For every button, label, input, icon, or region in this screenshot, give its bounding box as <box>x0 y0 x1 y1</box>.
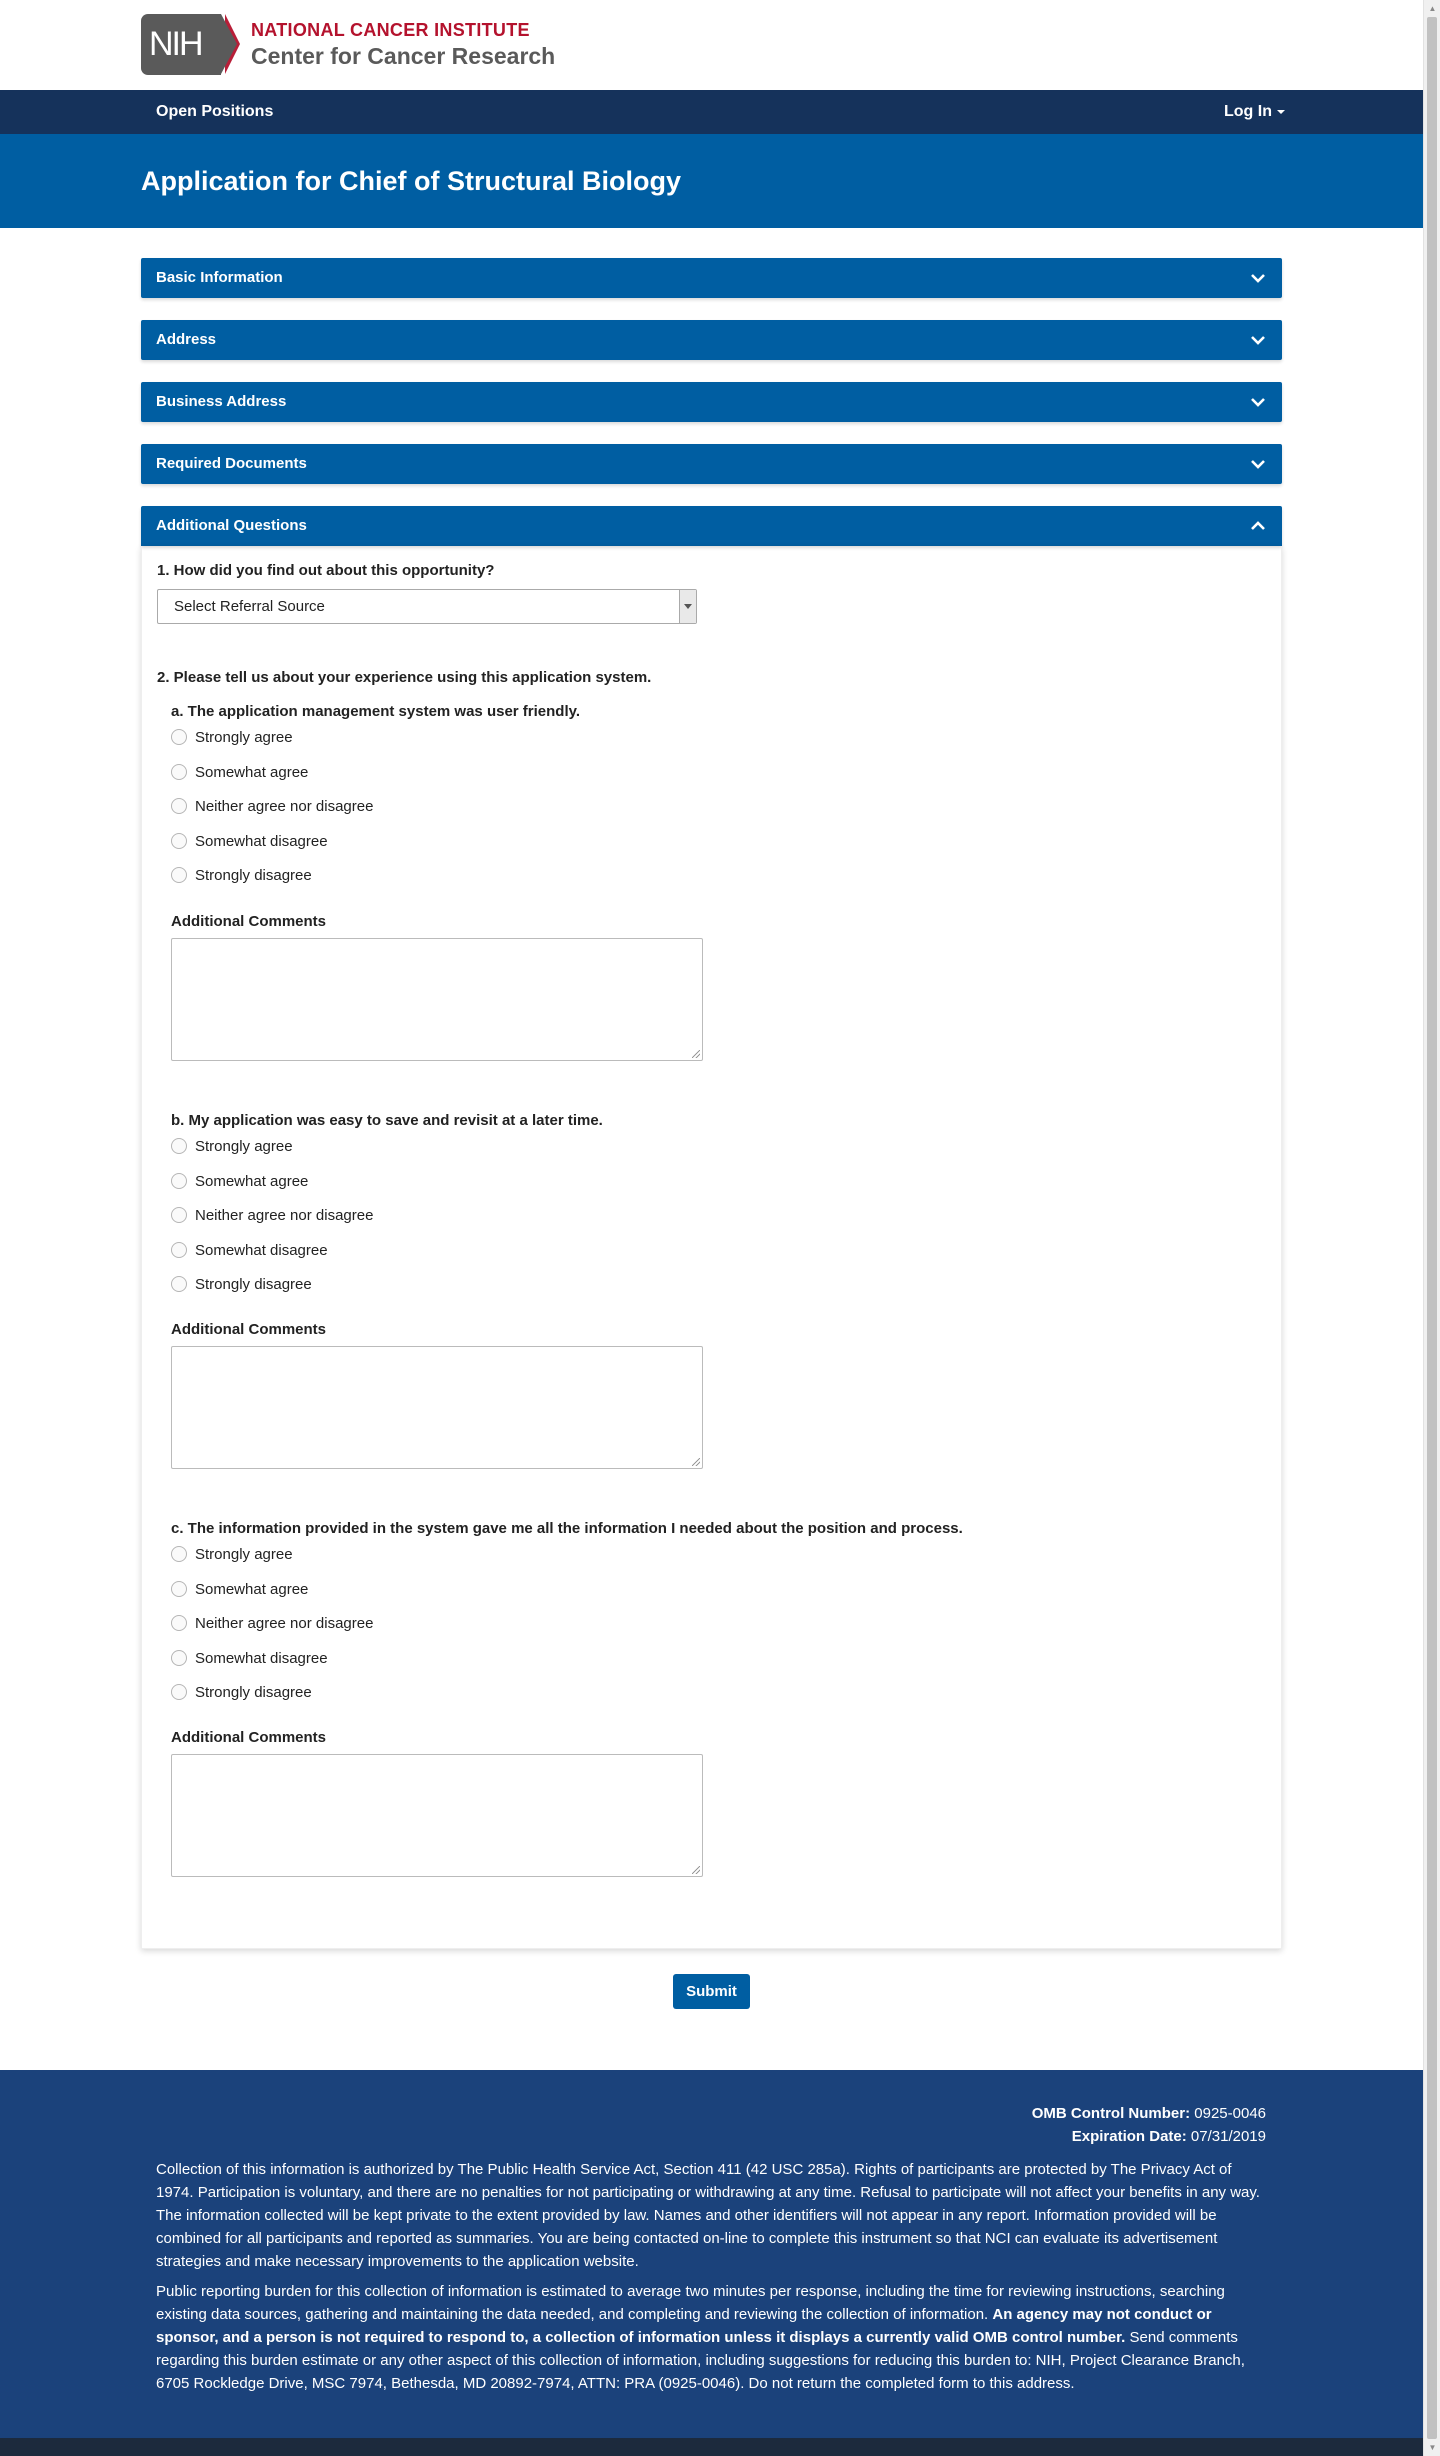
radio-button[interactable] <box>171 1173 187 1189</box>
site-footer <box>0 2070 1423 2438</box>
question-2c-label: c. The information provided in the system gave me all the information I needed about the position and process. <box>171 1520 963 1537</box>
section-label: Additional Questions <box>156 517 307 534</box>
comments-2c-textarea[interactable] <box>171 1754 703 1877</box>
nih-badge <box>141 14 239 75</box>
section-additional-questions[interactable] <box>141 506 1282 546</box>
nav-login-dropdown[interactable] <box>1224 90 1285 134</box>
caret-down-icon <box>1277 110 1285 114</box>
question-2a-label: a. The application management system was user friendly. <box>171 703 581 720</box>
radio-2a-neither[interactable]: Neither agree nor disagree <box>171 795 373 817</box>
radio-2c-strongly-disagree[interactable]: Strongly disagree <box>171 1681 312 1703</box>
radio-button[interactable] <box>171 1615 187 1631</box>
radio-2c-somewhat-disagree[interactable]: Somewhat disagree <box>171 1647 328 1669</box>
section-label: Basic Information <box>156 269 283 286</box>
section-address[interactable] <box>141 320 1282 360</box>
page-title: Application for Chief of Structural Biology <box>141 166 681 196</box>
omb-info <box>1032 2102 1266 2148</box>
radio-2a-strongly-agree[interactable]: Strongly agree <box>171 726 293 748</box>
radio-2b-somewhat-agree[interactable]: Somewhat agree <box>171 1170 308 1192</box>
section-label: Address <box>156 331 217 348</box>
comments-2b-textarea[interactable] <box>171 1346 703 1469</box>
radio-2c-somewhat-agree[interactable]: Somewhat agree <box>171 1578 308 1600</box>
radio-2b-strongly-agree[interactable]: Strongly agree <box>171 1135 293 1157</box>
section-business-address[interactable] <box>141 382 1282 422</box>
comments-2a-label: Additional Comments <box>171 913 327 930</box>
submit-button[interactable]: Submit <box>673 1974 750 2009</box>
radio-button[interactable] <box>171 833 187 849</box>
comments-2c-label: Additional Comments <box>171 1729 327 1746</box>
radio-button[interactable] <box>171 1276 187 1292</box>
logo-institute: NATIONAL CANCER INSTITUTE <box>251 19 530 40</box>
nih-badge-text: NIH <box>141 14 221 75</box>
referral-source-value: Select Referral Source <box>174 598 325 615</box>
radio-button[interactable] <box>171 798 187 814</box>
radio-2a-somewhat-agree[interactable]: Somewhat agree <box>171 761 308 783</box>
resize-grip-icon[interactable] <box>692 1050 700 1058</box>
radio-button[interactable] <box>171 1650 187 1666</box>
nav-open-positions[interactable]: Open Positions <box>156 103 274 120</box>
expiration-value: 07/31/2019 <box>1190 2128 1266 2145</box>
omb-number-label: OMB Control Number: <box>1031 2105 1191 2122</box>
radio-2c-neither[interactable]: Neither agree nor disagree <box>171 1612 373 1634</box>
radio-2a-somewhat-disagree[interactable]: Somewhat disagree <box>171 830 328 852</box>
chevron-down-icon <box>1250 270 1266 286</box>
radio-2c-strongly-agree[interactable]: Strongly agree <box>171 1543 293 1565</box>
question-2b-label: b. My application was easy to save and revisit at a later time. <box>171 1112 603 1129</box>
footer-bottom-bar <box>0 2438 1423 2456</box>
radio-button[interactable] <box>171 729 187 745</box>
radio-button[interactable] <box>171 1207 187 1223</box>
section-label: Business Address <box>156 393 287 410</box>
resize-grip-icon[interactable] <box>692 1458 700 1466</box>
scroll-thumb[interactable] <box>1427 17 1437 2439</box>
vertical-scrollbar[interactable] <box>1423 0 1440 2456</box>
referral-source-select[interactable] <box>157 589 697 624</box>
radio-button[interactable] <box>171 1581 187 1597</box>
application-accordion <box>141 258 1282 1949</box>
section-required-documents[interactable] <box>141 444 1282 484</box>
select-arrow-icon <box>679 590 696 623</box>
burden-notice: Public reporting burden for this collection of information is estimated to average two minutes per response, including the time for reviewing instructions, searching existing data sources, gathering and maintaining the data needed, and completing and reviewing the collection of information. An agency may not conduct or sponsor, and a person is not required to respond to, a collection of information unless it displays a currently valid OMB control number. Send comments regarding this burden estimate or any other aspect of this collection of information, including suggestions for reducing this burden to: NIH, Project Clearance Branch, 6705 Rockledge Drive, MSC 7974, Bethesda, MD 20892-7974, ATTN: PRA (0925-0046). Do not return the completed form to this address. <box>156 2283 1245 2392</box>
radio-button[interactable] <box>171 867 187 883</box>
radio-2b-strongly-disagree[interactable]: Strongly disagree <box>171 1273 312 1295</box>
omb-number-value: 0925-0046 <box>1194 2105 1266 2122</box>
chevron-down-icon <box>1250 332 1266 348</box>
comments-2a-textarea[interactable] <box>171 938 703 1061</box>
chevron-down-icon <box>1250 456 1266 472</box>
radio-button[interactable] <box>171 1242 187 1258</box>
resize-grip-icon[interactable] <box>692 1866 700 1874</box>
radio-button[interactable] <box>171 1138 187 1154</box>
radio-button[interactable] <box>171 1546 187 1562</box>
radio-2a-strongly-disagree[interactable]: Strongly disagree <box>171 864 312 886</box>
radio-button[interactable] <box>171 764 187 780</box>
privacy-notice: Collection of this information is authorized by The Public Health Service Act, Section 411 (42 USC 285a). Rights of participants are protected by The Privacy Act of 1974. Participation is voluntary, and there are no penalties for not participating or withdrawing at any time. Refusal to participate will not affect your benefits in any way. The information collected will be kept private to the extent provided by law. Names and other identifiers will not appear in any report. Information provided will be combined for all participants and reported as summaries. You are being contacted on-line to complete this instrument so that NCI can evaluate its advertisement strategies and make necessary improvements to the application website. <box>156 2161 1260 2270</box>
section-basic-information[interactable] <box>141 258 1282 298</box>
top-navbar <box>0 90 1423 134</box>
scroll-down-icon[interactable]: ▼ <box>1428 2443 1437 2452</box>
section-label: Required Documents <box>156 455 307 472</box>
question-1-label: 1. How did you find out about this opportunity? <box>157 562 495 579</box>
page-banner <box>0 134 1423 228</box>
additional-questions-body <box>141 546 1282 1949</box>
expiration-label: Expiration Date: <box>1071 2128 1187 2145</box>
nih-logo[interactable] <box>141 14 555 75</box>
radio-2b-somewhat-disagree[interactable]: Somewhat disagree <box>171 1239 328 1261</box>
question-2-label: 2. Please tell us about your experience using this application system. <box>157 669 652 686</box>
site-header <box>0 0 1423 90</box>
logo-center: Center for Cancer Research <box>251 42 556 69</box>
chevron-up-icon <box>1250 518 1266 534</box>
comments-2b-label: Additional Comments <box>171 1321 327 1338</box>
chevron-down-icon <box>1250 394 1266 410</box>
nav-login-label: Log In <box>1224 103 1272 120</box>
scroll-up-icon[interactable]: ▲ <box>1428 4 1437 13</box>
radio-2b-neither[interactable]: Neither agree nor disagree <box>171 1204 373 1226</box>
radio-button[interactable] <box>171 1684 187 1700</box>
